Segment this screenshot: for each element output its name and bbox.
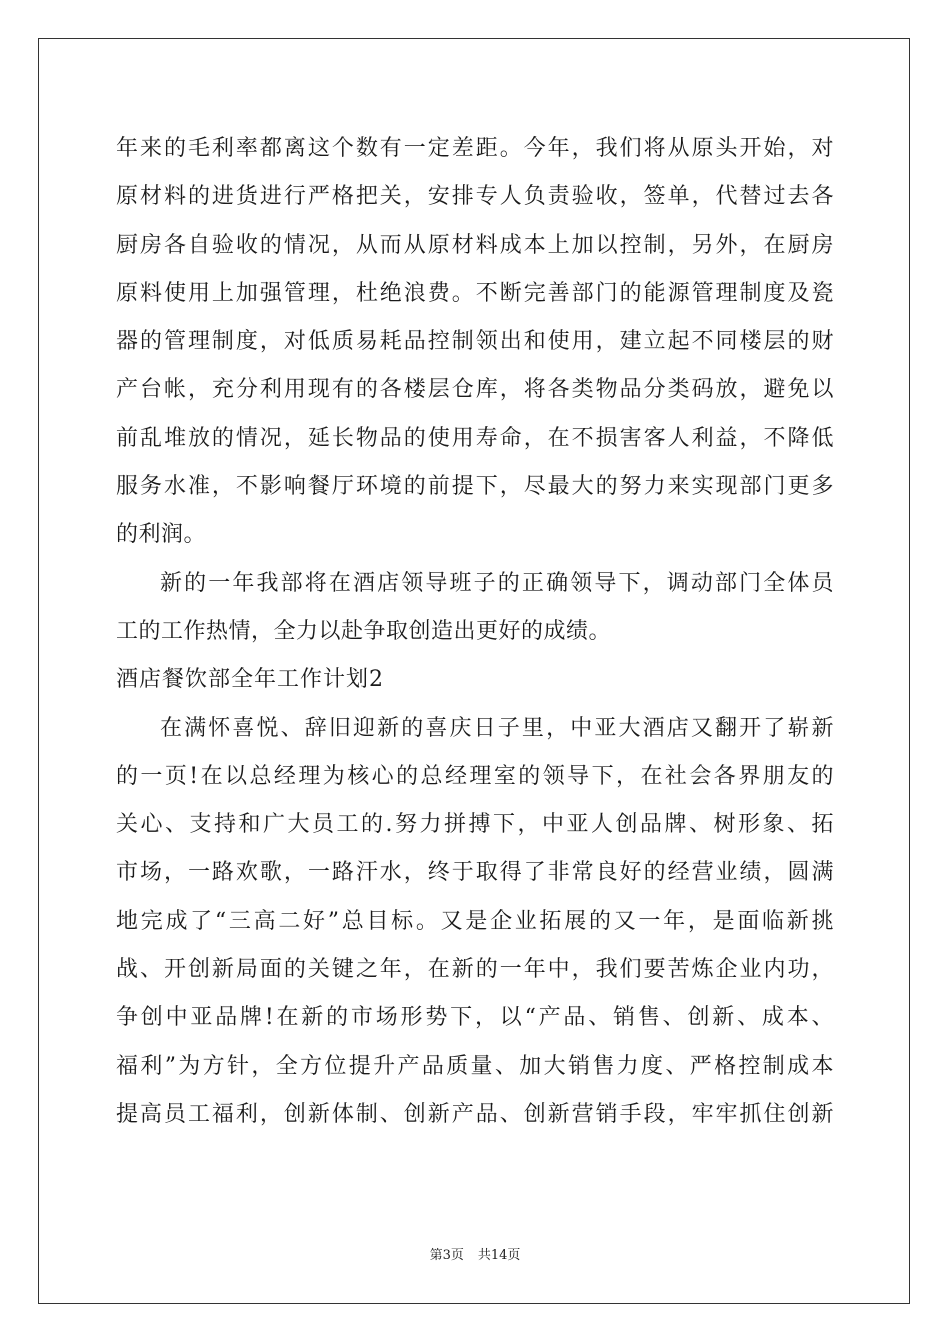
text-line: 关心、支持和广大员工的.努力拼搏下，中亚人创品牌、树形象、拓 bbox=[116, 812, 834, 838]
text-line: 产台帐，充分利用现有的各楼层仓库，将各类物品分类码放，避免以 bbox=[116, 377, 834, 403]
paragraph-first-line: 在满怀喜悦、辞旧迎新的喜庆日子里，中亚大酒店又翻开了崭新 bbox=[160, 715, 834, 741]
text-line: 提高员工福利，创新体制、创新产品、创新营销手段，牢牢抓住创新 bbox=[116, 1101, 834, 1127]
section-heading: 酒店餐饮部全年工作计划2 bbox=[116, 667, 384, 693]
text-line: 工的工作热情，全力以赴争取创造出更好的成绩。 bbox=[116, 618, 612, 644]
page-number: 第3页 bbox=[429, 1248, 464, 1263]
text-line: 服务水准，不影响餐厅环境的前提下，尽最大的努力来实现部门更多 bbox=[116, 474, 834, 500]
page-footer bbox=[0, 1244, 950, 1263]
text-line: 年来的毛利率都离这个数有一定差距。今年，我们将从原头开始，对 bbox=[116, 136, 834, 161]
text-line: 市场，一路欢歌，一路汗水，终于取得了非常良好的经营业绩，圆满 bbox=[116, 860, 834, 886]
text-line: 的一页!在以总经理为核心的总经理室的领导下，在社会各界朋友的 bbox=[116, 763, 834, 789]
text-line: 原料使用上加强管理，杜绝浪费。不断完善部门的能源管理制度及瓷 bbox=[116, 280, 834, 306]
text-line: 地完成了“三高二好”总目标。又是企业拓展的又一年，是面临新挑 bbox=[116, 908, 834, 934]
page-total: 共14页 bbox=[477, 1248, 521, 1263]
text-line: 器的管理制度，对低质易耗品控制领出和使用，建立起不同楼层的财 bbox=[116, 329, 834, 355]
text-line: 战、开创新局面的关键之年，在新的一年中，我们要苦炼企业内功， bbox=[116, 957, 834, 983]
text-line: 福利”为方针，全方位提升产品质量、加大销售力度、严格控制成本 bbox=[116, 1053, 834, 1079]
paragraph-first-line: 新的一年我部将在酒店领导班子的正确领导下，调动部门全体员 bbox=[160, 570, 834, 596]
document-body bbox=[116, 125, 834, 1139]
text-line: 争创中亚品牌!在新的市场形势下，以“产品、销售、创新、成本、 bbox=[116, 1005, 834, 1031]
text-line: 原材料的进货进行严格把关，安排专人负责验收，签单，代替过去各 bbox=[116, 184, 834, 210]
text-line: 的利润。 bbox=[116, 522, 207, 548]
text-line: 前乱堆放的情况，延长物品的使用寿命，在不损害客人利益，不降低 bbox=[116, 425, 834, 451]
text-line: 厨房各自验收的情况，从而从原材料成本上加以控制，另外，在厨房 bbox=[116, 232, 834, 258]
